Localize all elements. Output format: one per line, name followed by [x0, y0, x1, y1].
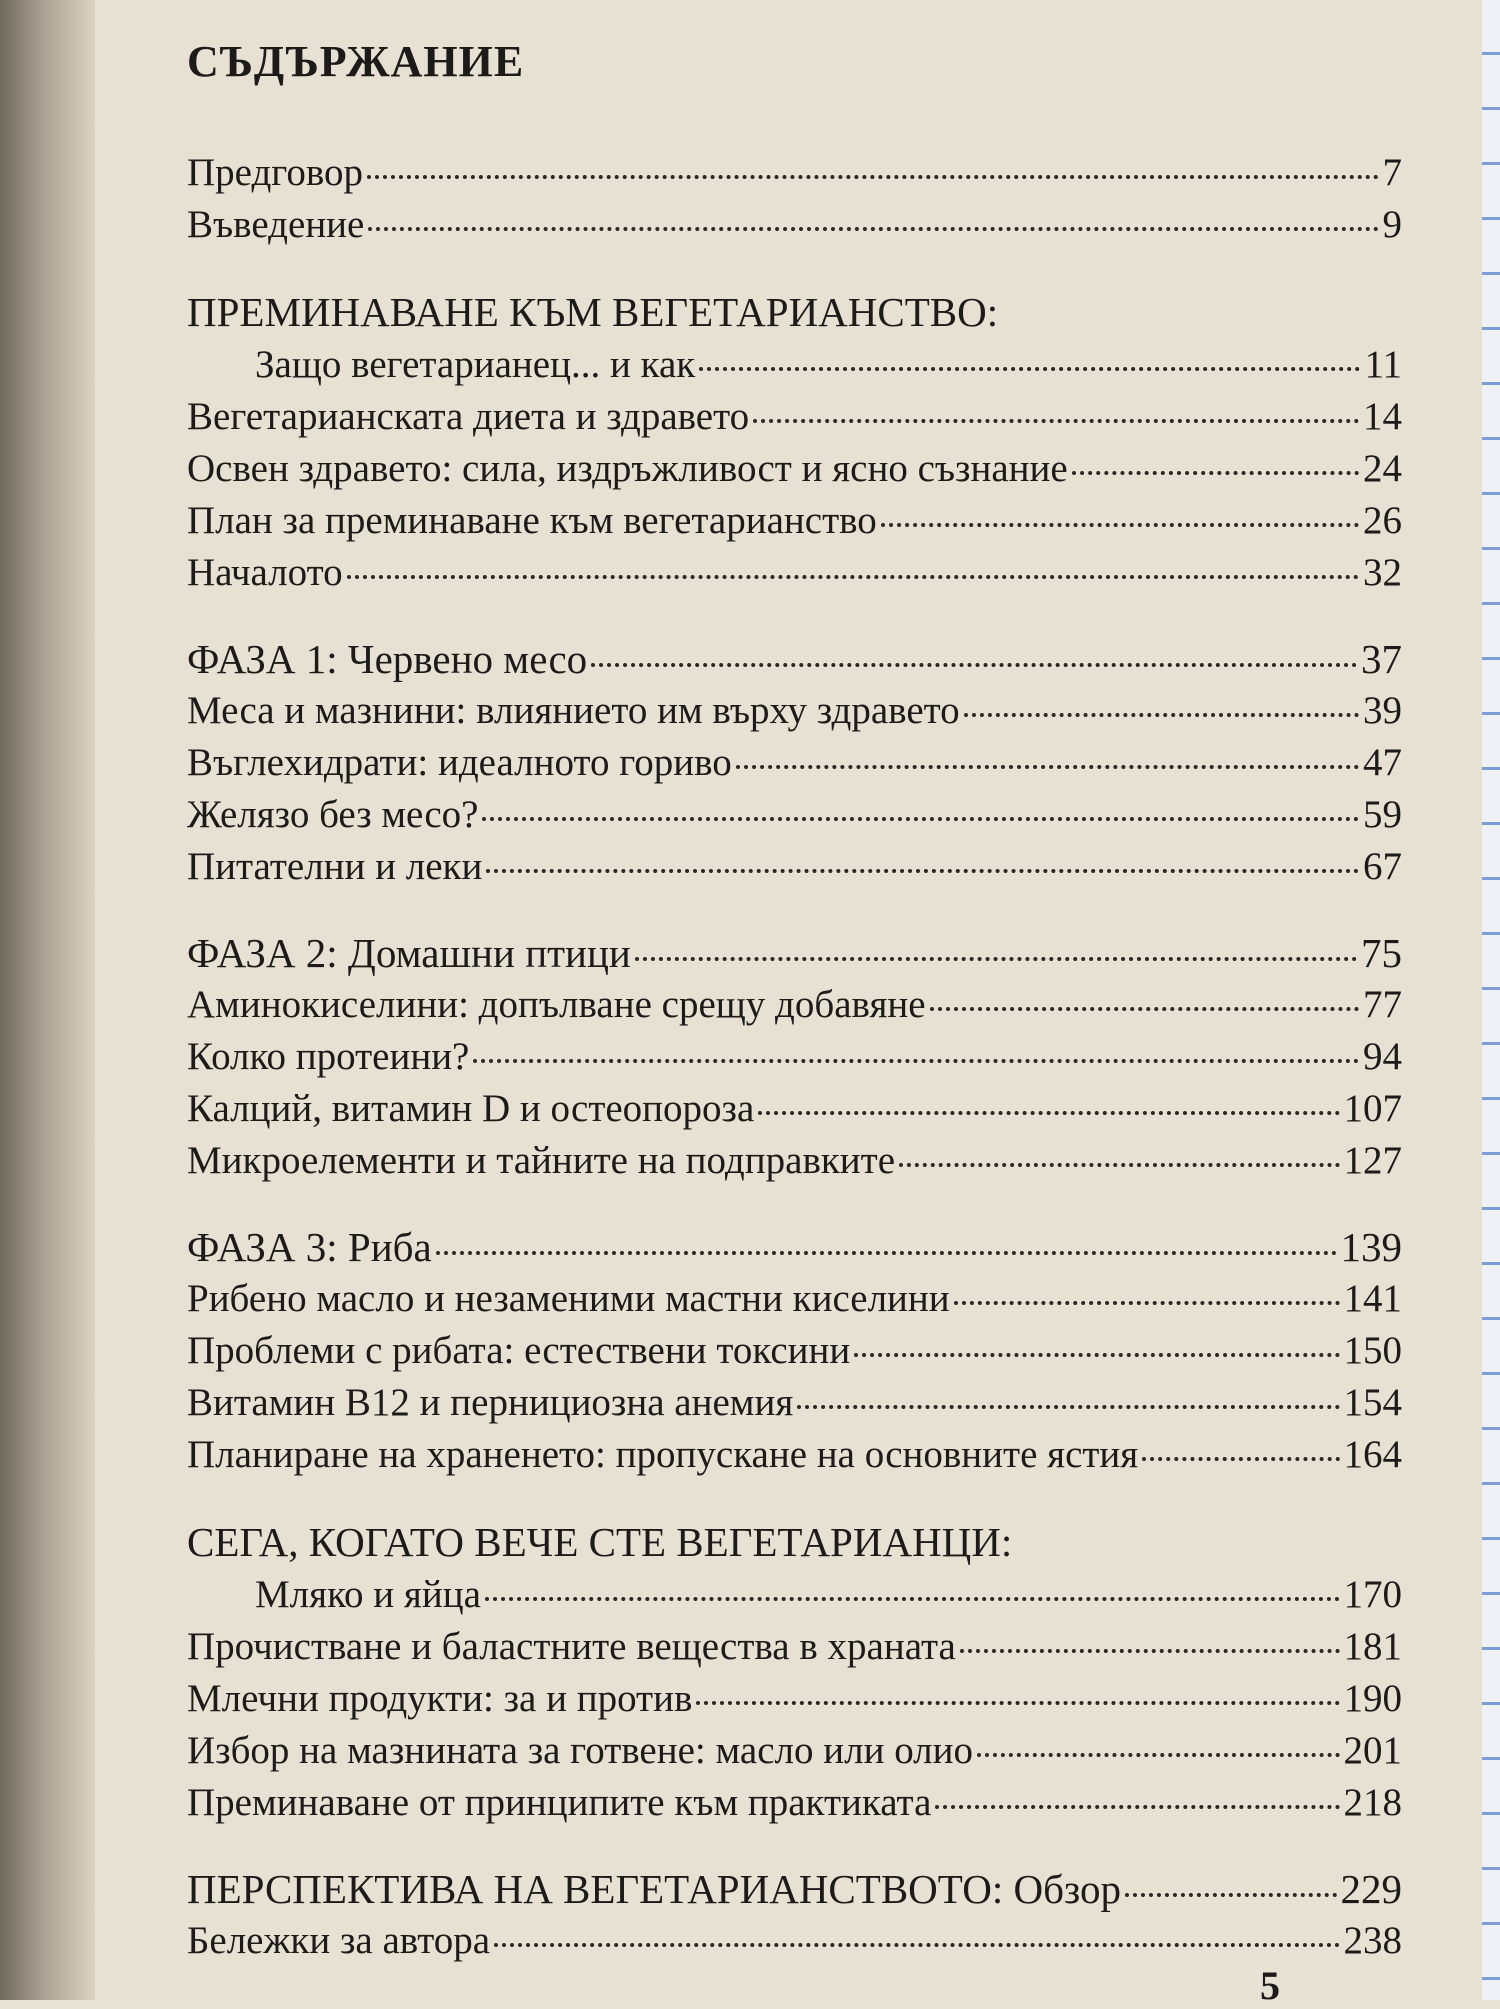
dot-leader: [436, 1251, 1337, 1255]
toc-entry: [187, 339, 1402, 391]
dot-leader: [1072, 471, 1359, 475]
toc-entry-title: Микроелементи и тайните на подправките: [187, 1139, 896, 1182]
dot-leader: [930, 1007, 1359, 1011]
toc-entry-title: Преминаване от принципите към практиката: [187, 1781, 932, 1824]
toc-entry: [187, 495, 1402, 547]
dot-leader: [797, 1405, 1339, 1409]
toc-entry: [187, 1621, 1402, 1673]
toc-entry-title: Прочистване и баластните вещества в храната: [187, 1625, 956, 1668]
toc-title: СЪДЪРЖАНИЕ: [187, 37, 525, 86]
dot-leader: [696, 1701, 1339, 1705]
toc-entry-page: 127: [1343, 1139, 1402, 1182]
toc-entry: [187, 979, 1402, 1031]
toc-entry: [187, 685, 1402, 737]
toc-entry-title: ФАЗА 3: Риба: [187, 1224, 432, 1270]
toc-entry-page: 7: [1382, 151, 1402, 194]
toc-entry: [187, 1135, 1402, 1187]
toc-entry-page: 59: [1363, 793, 1402, 836]
toc-section: [187, 147, 1402, 251]
toc-section: [187, 927, 1402, 1187]
book-gutter: [0, 0, 95, 2000]
dot-leader: [494, 1943, 1339, 1947]
toc-entry-title: Началото: [187, 551, 343, 594]
toc-entry-title: Освен здравето: сила, издръжливост и ясно съзнание: [187, 447, 1068, 490]
dot-leader: [347, 575, 1359, 579]
toc-entry: [187, 1429, 1402, 1481]
toc-entry-page: 47: [1363, 741, 1402, 784]
toc-entry-page: 218: [1343, 1781, 1402, 1824]
dot-leader: [367, 175, 1379, 179]
toc-entry-page: 24: [1363, 447, 1402, 490]
toc-entry-page: 201: [1343, 1729, 1402, 1772]
toc-entry-page: 141: [1343, 1277, 1402, 1320]
dot-leader: [368, 227, 1378, 231]
toc-entry-title: Бележки за автора: [187, 1919, 491, 1962]
toc-entry-page: 139: [1340, 1224, 1402, 1270]
toc-section: [187, 1863, 1402, 1967]
toc-entry-page: 39: [1363, 689, 1402, 732]
dot-leader: [486, 869, 1359, 873]
toc-entry-page: 11: [1364, 343, 1402, 386]
toc-entry: [187, 633, 1402, 685]
toc-section: [187, 1221, 1402, 1481]
toc-entry-title: ФАЗА 2: Домашни птици: [187, 930, 631, 976]
toc-entry-page: 94: [1363, 1035, 1402, 1078]
toc-entry-page: 181: [1343, 1625, 1402, 1668]
section-heading: ПРЕМИНАВАНЕ КЪМ ВЕГЕТАРИАНСТВО:: [187, 289, 999, 335]
toc-entry: [187, 1777, 1402, 1829]
dot-leader: [1142, 1457, 1339, 1461]
toc-entry-title: Млечни продукти: за и против: [187, 1677, 693, 1720]
toc-entry-page: 67: [1363, 845, 1402, 888]
notepad-edge: [1481, 0, 1500, 2000]
toc-entry-page: 37: [1361, 636, 1402, 682]
toc-entry-title: Аминокиселини: допълване срещу добавяне: [187, 983, 926, 1026]
dot-leader: [881, 523, 1359, 527]
toc-entry-page: 150: [1343, 1329, 1402, 1372]
toc-entry: [187, 737, 1402, 789]
dot-leader: [964, 713, 1359, 717]
dot-leader: [482, 817, 1359, 821]
toc-entry-page: 190: [1343, 1677, 1402, 1720]
toc-entry-page: 170: [1343, 1573, 1402, 1616]
dot-leader: [960, 1649, 1340, 1653]
toc-entry-page: 77: [1363, 983, 1402, 1026]
dot-leader: [699, 367, 1360, 371]
dot-leader: [736, 765, 1359, 769]
toc-entry-page: 107: [1343, 1087, 1402, 1130]
toc-entry: [187, 789, 1402, 841]
toc-entry: [187, 547, 1402, 599]
toc-sections: [187, 147, 1402, 1967]
dot-leader: [591, 663, 1357, 667]
toc-entry: [187, 1863, 1402, 1915]
toc-entry: [187, 1915, 1402, 1967]
dot-leader: [954, 1301, 1340, 1305]
toc-entry-page: 238: [1343, 1919, 1402, 1962]
dot-leader: [485, 1597, 1340, 1601]
dot-leader: [899, 1163, 1339, 1167]
toc-entry: [187, 1083, 1402, 1135]
dot-leader: [753, 419, 1359, 423]
toc-entry-title: ПЕРСПЕКТИВА НА ВЕГЕТАРИАНСТВОТО: Обзор: [187, 1866, 1121, 1912]
toc-entry-page: 229: [1340, 1866, 1402, 1912]
toc-entry-page: 164: [1343, 1433, 1402, 1476]
toc-entry-title: Въведение: [187, 203, 365, 246]
page-number: 5: [1260, 1963, 1280, 2008]
dot-leader: [473, 1059, 1359, 1063]
toc-entry: [187, 1325, 1402, 1377]
toc-entry-title: Избор на мазнината за готвене: масло или олио: [187, 1729, 974, 1772]
toc-entry-page: 154: [1343, 1381, 1402, 1424]
toc-entry-title: Мляко и яйца: [255, 1573, 481, 1616]
toc-entry: [187, 1221, 1402, 1273]
toc-section: [187, 1515, 1402, 1829]
toc-entry: [187, 1031, 1402, 1083]
toc-entry-title: Витамин B12 и пернициозна анемия: [187, 1381, 794, 1424]
toc-entry: [187, 841, 1402, 893]
toc-entry-page: 9: [1382, 203, 1402, 246]
table-of-contents: [187, 36, 1402, 2001]
dot-leader: [854, 1353, 1339, 1357]
toc-entry: [187, 1377, 1402, 1429]
toc-entry-title: Проблеми с рибата: естествени токсини: [187, 1329, 851, 1372]
toc-entry-title: План за преминаване към вегетарианство: [187, 499, 877, 542]
toc-section: [187, 285, 1402, 599]
toc-entry-title: Вегетарианската диета и здравето: [187, 395, 750, 438]
toc-entry: [187, 391, 1402, 443]
toc-entry: [187, 147, 1402, 199]
toc-entry: [187, 199, 1402, 251]
toc-entry-title: Желязо без месо?: [187, 793, 479, 836]
toc-entry-title: Калций, витамин D и остеопороза: [187, 1087, 755, 1130]
toc-section: [187, 633, 1402, 893]
toc-entry-page: 14: [1363, 395, 1402, 438]
toc-entry: [187, 927, 1402, 979]
toc-entry-title: Колко протеини?: [187, 1035, 470, 1078]
toc-entry-page: 26: [1363, 499, 1402, 542]
toc-entry-title: Питателни и леки: [187, 845, 483, 888]
toc-entry-title: Предговор: [187, 151, 363, 194]
dot-leader: [935, 1805, 1339, 1809]
toc-entry-page: 75: [1361, 930, 1402, 976]
toc-entry: [187, 1725, 1402, 1777]
toc-entry-title: ФАЗА 1: Червено месо: [187, 636, 588, 682]
toc-entry: [187, 1569, 1402, 1621]
toc-entry-title: Меса и мазнини: влиянието им върху здравето: [187, 689, 960, 732]
toc-entry-title: Въглехидрати: идеалното гориво: [187, 741, 732, 784]
book-page: [95, 0, 1482, 2008]
dot-leader: [977, 1753, 1339, 1757]
toc-entry-title: Планиране на храненето: пропускане на основните ястия: [187, 1433, 1139, 1476]
toc-entry: [187, 1673, 1402, 1725]
toc-entry: [187, 443, 1402, 495]
toc-entry-title: Рибено масло и незаменими мастни киселини: [187, 1277, 950, 1320]
dot-leader: [635, 957, 1357, 961]
dot-leader: [1125, 1893, 1337, 1897]
section-heading: СЕГА, КОГАТО ВЕЧЕ СТЕ ВЕГЕТАРИАНЦИ:: [187, 1519, 1013, 1565]
toc-entry-title: Защо вегетарианец... и как: [255, 343, 696, 386]
toc-entry: [187, 1273, 1402, 1325]
dot-leader: [758, 1111, 1339, 1115]
toc-entry-page: 32: [1363, 551, 1402, 594]
